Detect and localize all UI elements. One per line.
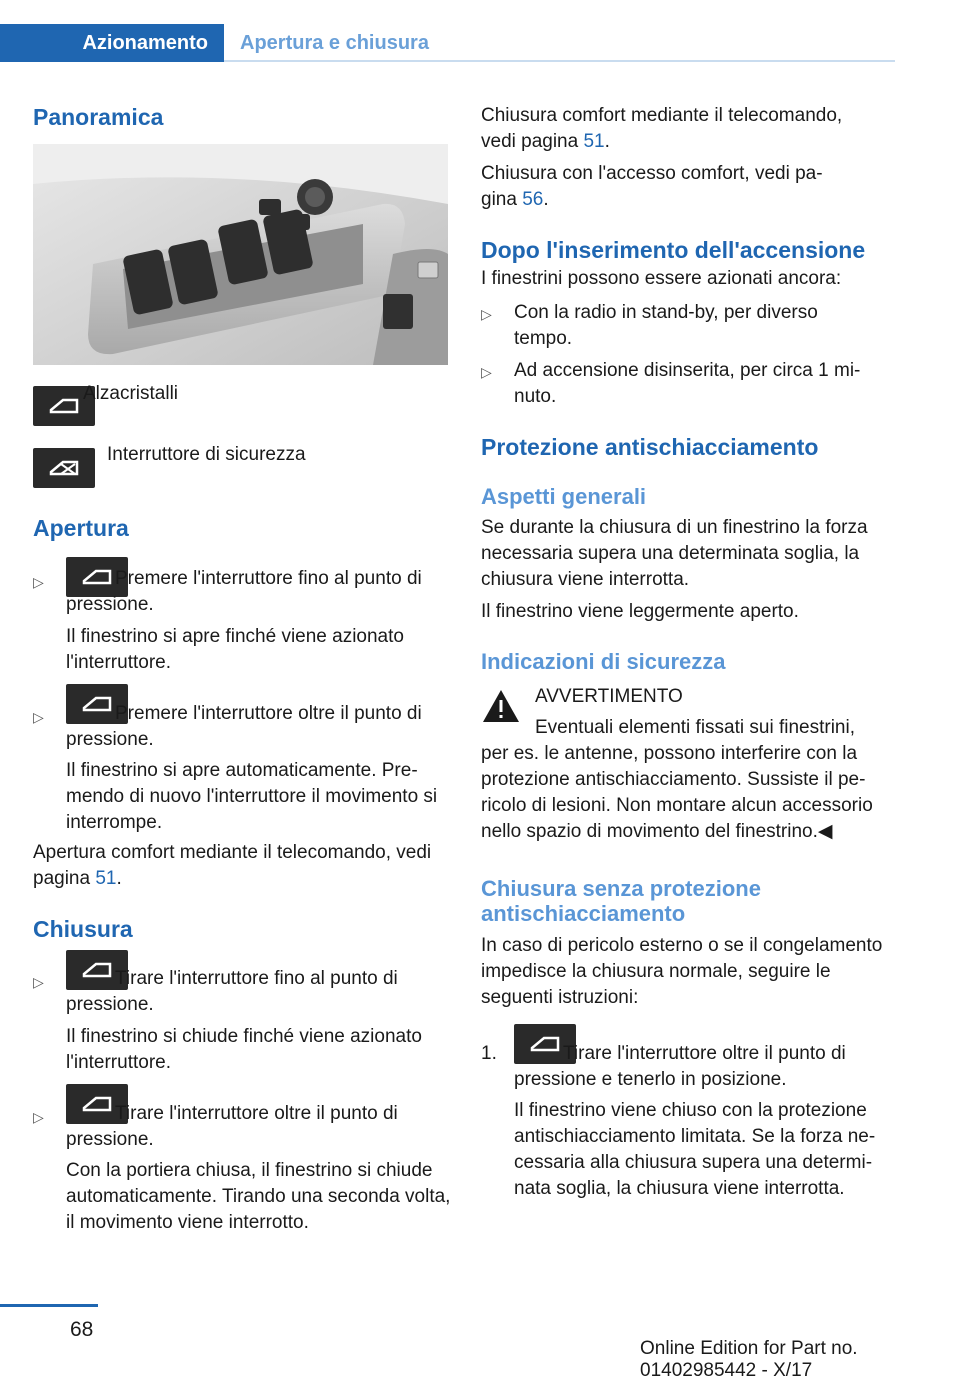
comfort-access-text: Chiusura con l'accesso comfort, vedi pagina 56. xyxy=(481,163,823,210)
apertura-step1-note: Il finestrino si apre finché viene azionato l'interruttore. xyxy=(66,626,404,673)
bullet-marker: ▷ xyxy=(481,364,492,380)
warning-text: per es. le antenne, possono interferire con la protezione antischiacciamento. Sussiste il pericolo di lesioni. Non montare alcun accessorio nello spazio di movimento del finestrino.◀ xyxy=(481,743,873,842)
section-title-chiusura: Chiusura xyxy=(33,916,133,942)
warning-text-line1: Eventuali elementi fissati sui finestrini, xyxy=(535,717,855,738)
dopo-bullet-2: Ad accensione disinserita, per circa 1 minuto. xyxy=(514,360,861,407)
chiusura-step2-line1: Tirare l'interruttore oltre il punto di xyxy=(115,1103,398,1124)
bullet-marker: ▷ xyxy=(33,574,44,590)
chiusura-step2-note: Con la portiera chiusa, il finestrino si chiude automaticamente. Tirando una seconda volta, il movimento viene interrotto. xyxy=(66,1160,451,1233)
tab-underline xyxy=(224,60,895,62)
apertura-step2-line1: Premere l'interruttore oltre il punto di xyxy=(115,703,422,724)
senza-text: In caso di pericolo esterno o se il congelamento impedisce la chiusura normale, seguire le seguenti istruzioni: xyxy=(481,935,883,1008)
subsection-title-aspetti: Aspetti generali xyxy=(481,484,647,509)
apertura-comfort-text: Apertura comfort mediante il telecomando, vedi pagina 51. xyxy=(33,842,432,889)
bullet-marker: ▷ xyxy=(33,709,44,725)
section-title-protezione: Protezione antischiacciamento xyxy=(481,434,819,460)
step-line2: pressione e tenerlo in posizione. xyxy=(514,1069,787,1090)
footer-rule xyxy=(0,1304,98,1307)
bullet-marker: ▷ xyxy=(33,974,44,990)
legend-alzacristalli: Alzacristalli xyxy=(83,383,179,404)
chiusura-step1-note: Il finestrino si chiude finché viene azionato l'interruttore. xyxy=(66,1026,422,1073)
section-title-apertura: Apertura xyxy=(33,515,129,541)
chiusura-step2-line2: pressione. xyxy=(66,1129,154,1150)
page-link-56[interactable]: 56 xyxy=(522,189,544,210)
aspetti-text: Se durante la chiusura di un finestrino la forza necessaria supera una determinata soglia, la chiusura viene interrotta. xyxy=(481,517,868,590)
section-title-panoramica: Panoramica xyxy=(33,104,164,130)
subsection-title-senza-protezione: Chiusura senza protezione antischiacciamento xyxy=(481,876,761,926)
bullet-marker: ▷ xyxy=(481,306,492,322)
legend-interruttore-sicurezza: Interruttore di sicurezza xyxy=(107,444,306,465)
page-number: 68 xyxy=(70,1318,94,1341)
aspetti-text-2: Il finestrino viene leggermente aperto. xyxy=(481,601,799,622)
step-number: 1. xyxy=(481,1043,497,1064)
warning-label: AVVERTIMENTO xyxy=(535,686,683,707)
step-note: Il finestrino viene chiuso con la protezione antischiacciamento limitata. Se la forza necessaria alla chiusura supera una determinata soglia, la chiusura viene interrotta. xyxy=(514,1100,876,1199)
tab-apertura-chiusura[interactable]: Apertura e chiusura xyxy=(240,31,429,54)
page-link-51[interactable]: 51 xyxy=(583,131,605,152)
edition-text: Online Edition for Part no. 01402985442 - X/17 xyxy=(640,1338,858,1381)
apertura-step2-note: Il finestrino si apre automaticamente. Premendo di nuovo l'interruttore il movimento si interrompe. xyxy=(66,760,438,833)
comfort-close-text: Chiusura comfort mediante il telecomando, vedi pagina 51. xyxy=(481,105,843,152)
chiusura-step1-line1: Tirare l'interruttore fino al punto di xyxy=(115,968,398,989)
header-tabs xyxy=(0,24,895,62)
warning-triangle-icon xyxy=(481,688,521,724)
section-title-dopo-accensione: Dopo l'inserimento dell'accensione xyxy=(481,237,866,263)
dopo-text: I finestrini possono essere azionati ancora: xyxy=(481,268,842,289)
apertura-step1-line2: pressione. xyxy=(66,594,154,615)
tab-azionamento[interactable]: Azionamento xyxy=(0,24,224,62)
page-link-51[interactable]: 51 xyxy=(95,868,117,889)
apertura-step1-line1: Premere l'interruttore fino al punto di xyxy=(115,568,422,589)
bullet-marker: ▷ xyxy=(33,1109,44,1125)
subsection-title-sicurezza: Indicazioni di sicurezza xyxy=(481,649,726,674)
safety-switch-icon xyxy=(33,448,95,488)
dopo-bullet-1: Con la radio in stand-by, per diverso tempo. xyxy=(514,302,818,349)
step-line1: Tirare l'interruttore oltre il punto di xyxy=(563,1043,846,1064)
apertura-step2-line2: pressione. xyxy=(66,729,154,750)
window-switch-photo xyxy=(33,144,448,365)
chiusura-step1-line2: pressione. xyxy=(66,994,154,1015)
